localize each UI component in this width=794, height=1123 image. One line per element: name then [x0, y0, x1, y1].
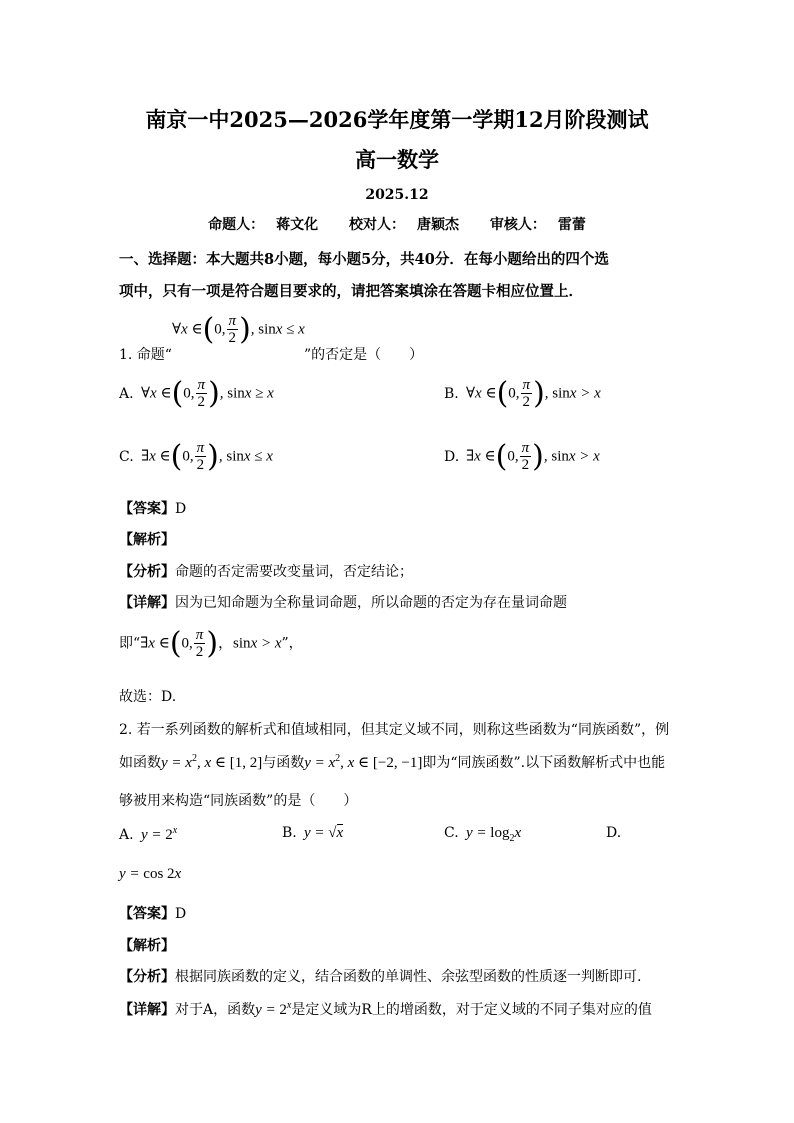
q2-option-d-formula: y = cos 2x — [119, 866, 182, 882]
q2-analysis-label: 【解析】 — [119, 938, 175, 954]
q1-xiangjie: 【详解】因为已知命题为全称量词命题，所以命题的否定为存在量词命题 — [119, 595, 567, 611]
q2-line3: 够被用来构造“同族函数”的是（ ） — [119, 793, 358, 809]
exam-subject: 高一数学 — [355, 147, 439, 172]
q1-option-c: C. ∃x ∈(0, $\frac{\pi}{2}$ ), sinx ≤ x — [119, 439, 273, 474]
reviewer-label: 审核人： — [489, 217, 546, 233]
q1-ji-line: 即“∃x ∈(0, $\frac{\pi}{2}$ )，sinx > x”， — [119, 626, 303, 661]
section-instructions-line1: 一、选择题：本大题共8小题，每小题5分，共40分．在每小题给出的四个选 — [119, 251, 609, 268]
setter-label: 命题人： — [208, 217, 265, 233]
q1-formula: ∀x ∈(0, $\frac{\pi}{2}$ ), sinx ≤ x — [172, 312, 305, 347]
q2-option-c: C. $y = \log_2x$ — [444, 825, 522, 844]
q1-analysis-label: 【解析】 — [119, 532, 175, 548]
q2-option-d: D. — [606, 825, 622, 841]
q1-option-a: A. ∀x ∈(0, $\frac{\pi}{2}$ ), sinx ≥ x — [119, 376, 274, 411]
q2-option-a: A. $y = 2^x$ — [119, 825, 178, 843]
q1-fenxi: 【分析】命题的否定需要改变量词，否定结论； — [119, 564, 413, 580]
q2-line2: 如函数$y = x^2$, x ∈ [1, 2]与函数$y = x^2$, x ∈ [−2, −1]即为“同族函数”.以下函数解析式中也能 — [119, 753, 666, 771]
q1-stem — [119, 344, 423, 364]
setter-name: 蒋文化 — [276, 217, 319, 233]
reviewer-name: 雷蕾 — [557, 217, 586, 233]
q2-fenxi: 【分析】根据同族函数的定义，结合函数的单调性、余弦型函数的性质逐一判断即可. — [119, 969, 642, 985]
q1-option-b: B. ∀x ∈(0, $\frac{\pi}{2}$ ), sinx > x — [444, 376, 601, 411]
q2-xiangjie: 【详解】对于A，函数$y = 2^x$是定义域为R上的增函数，对于定义域的不同子集对应的值 — [119, 1000, 652, 1018]
q2-line1: 2. 若一系列函数的解析式和值域相同，但其定义域不同，则称这些函数为“同族函数”，例 — [119, 722, 670, 738]
exam-title: 南京一中2025—2026学年度第一学期12月阶段测试 — [145, 107, 649, 132]
exam-staff — [0, 214, 794, 234]
q1-answer: 【答案】D — [119, 501, 187, 517]
q1-suffix: ”的否定是（ ） — [303, 347, 424, 363]
checker-label: 校对人： — [349, 217, 405, 233]
q2-option-b: B. y = √x — [282, 825, 344, 841]
q1-conclusion: 故选：D. — [119, 689, 177, 705]
q2-answer: 【答案】D — [119, 906, 187, 922]
q1-prefix: 1. 命题“ — [119, 347, 172, 363]
q1-option-d: D. ∃x ∈(0, $\frac{\pi}{2}$ ), sinx > x — [444, 439, 600, 474]
section-instructions-line2: 项中，只有一项是符合题目要求的，请把答案填涂在答题卡相应位置上． — [119, 283, 583, 300]
exam-date: 2025.12 — [365, 187, 429, 203]
checker-name: 唐颖杰 — [417, 217, 459, 233]
